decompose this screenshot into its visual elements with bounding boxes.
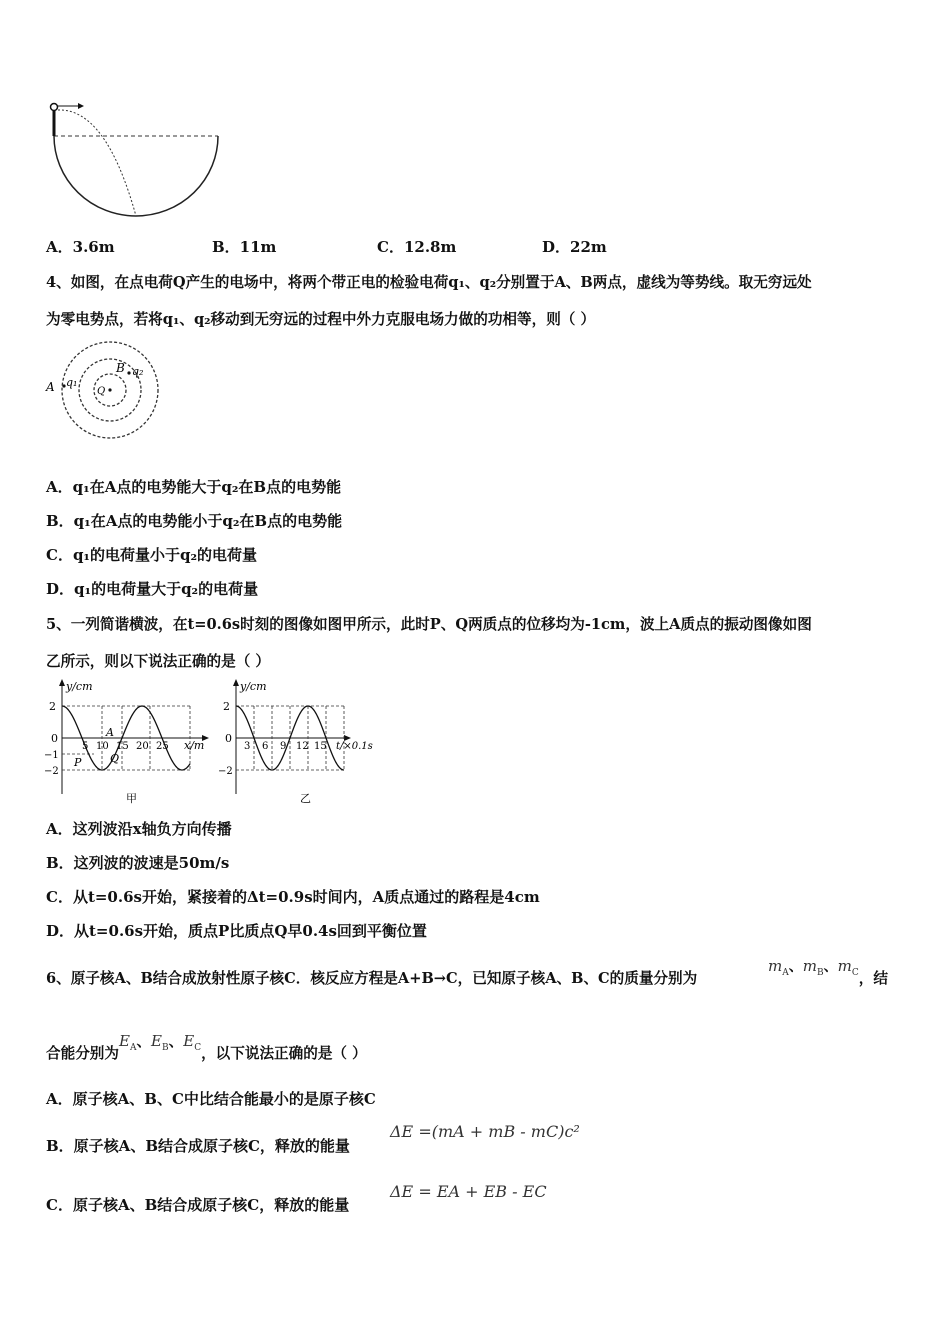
q6-stem-line1-end: ，结: [858, 970, 888, 987]
q6-energy-a-sub: A: [129, 1043, 137, 1053]
q6-sep-3: 、: [136, 1033, 152, 1050]
q6-energy-b-sym: E: [151, 1032, 162, 1050]
q6-stem-line2-end: ，以下说法正确的是（ ）: [201, 1045, 367, 1062]
q4-option-b[interactable]: B．q₁在A点的电势能小于q₂在B点的电势能: [46, 512, 343, 530]
q4-label-B: B: [116, 361, 125, 375]
q5-jia-xtick-25: 25: [156, 741, 169, 752]
q6-stem-line2-start: 合能分别为: [46, 1045, 119, 1062]
q6-energy-c-sym: E: [183, 1032, 195, 1050]
q6-mass-a-sub: A: [782, 968, 789, 978]
q4-label-A: A: [46, 380, 55, 394]
q5-jia-ytick-0: 0: [51, 732, 58, 745]
q5-graph-jia: [44, 676, 214, 808]
q5-yi-ylabel: y/cm: [240, 680, 267, 693]
q5-yi-xtick-3: 3: [244, 741, 251, 752]
q6-energy-a: [118, 1032, 137, 1053]
q5-yi-xtick-12: 12: [296, 741, 309, 752]
q3-option-a[interactable]: A．3.6m: [46, 238, 115, 256]
q6-stem-line2: [46, 1032, 367, 1065]
q6-energy-a-sym: E: [118, 1032, 130, 1050]
q5-yi-ytick-0: 0: [225, 732, 232, 745]
q6-mass-c-sym: m: [837, 957, 852, 975]
q6-sep-2: 、: [823, 959, 838, 975]
q5-jia-point-Q: Q: [110, 752, 120, 765]
q4-label-q2: q₂: [132, 365, 144, 378]
q4-stem-line1: 4、如图，在点电荷Q产生的电场中，将两个带正电的检验电荷q₁、q₂分别置于A、B两点，虚线为等势线。取无穷远处: [46, 274, 812, 291]
q5-yi-xtick-15: 15: [314, 741, 327, 752]
q4-option-c[interactable]: C．q₁的电荷量小于q₂的电荷量: [46, 546, 258, 564]
q5-yi-caption: 乙: [300, 792, 311, 805]
q6-mass-c-sub: C: [851, 968, 859, 978]
q5-jia-caption: 甲: [126, 792, 137, 805]
q5-jia-ytick-m2: −2: [44, 766, 59, 777]
q5-jia-ylabel: y/cm: [66, 680, 93, 693]
q6-mass-a-sym: m: [768, 957, 783, 975]
q5-jia-ytick-m1: −1: [44, 750, 59, 761]
q5-jia-xlabel: x/m: [184, 739, 205, 752]
q5-jia-xtick-15: 15: [116, 741, 129, 752]
q4-option-a[interactable]: A．q₁在A点的电势能大于q₂在B点的电势能: [46, 478, 342, 496]
q5-yi-xlabel: t/×0.1s: [336, 741, 373, 752]
q4-option-d[interactable]: D．q₁的电荷量大于q₂的电荷量: [46, 580, 259, 598]
q3-figure-bowl: [44, 98, 224, 220]
q6-energy-c-sub: C: [194, 1043, 202, 1053]
q3-option-d[interactable]: D．22m: [542, 238, 607, 256]
q5-yi-ytick-m2: −2: [218, 766, 233, 777]
q5-stem-line2: 乙所示，则以下说法正确的是（ ）: [46, 653, 270, 670]
q5-option-b[interactable]: B．这列波的波速是50m/s: [46, 854, 230, 872]
q5-yi-xtick-9: 9: [280, 741, 287, 752]
q4-label-q1: q₁: [66, 376, 78, 389]
q6-option-c[interactable]: [46, 1194, 349, 1215]
q3-option-b[interactable]: B．11m: [212, 238, 277, 256]
q6-mass-a: [768, 957, 789, 978]
q4-label-Q: Q: [97, 386, 106, 397]
q5-graph-yi: [218, 676, 398, 808]
q5-stem-line1: 5、一列简谐横波，在t=0.6s时刻的图像如图甲所示，此时P、Q两质点的位移均为-1cm，波上A质点的振动图像如图: [46, 616, 812, 633]
q6-mass-b-sub: B: [816, 968, 824, 978]
q6-sep-1: 、: [788, 959, 803, 975]
q6-mass-c: [837, 957, 859, 978]
q5-jia-point-P: P: [74, 756, 82, 769]
q5-yi-ytick-2: 2: [223, 700, 230, 713]
q6-masses: [768, 955, 888, 987]
q4-stem-line2: 为零电势点，若将q₁、q₂移动到无穷远的过程中外力克服电场力做的功相等，则（ ）: [46, 311, 596, 328]
q4-figure-equipotentials: [44, 338, 164, 442]
q6-mass-b-sym: m: [802, 957, 817, 975]
q6-option-b-text: B．原子核A、B结合成原子核C，释放的能量: [46, 1137, 350, 1155]
q3-option-c[interactable]: C．12.8m: [377, 238, 457, 256]
q5-yi-xtick-6: 6: [262, 741, 269, 752]
q5-jia-xtick-10: 10: [96, 741, 109, 752]
q5-jia-ytick-2: 2: [49, 700, 56, 713]
q6-sep-4: 、: [168, 1033, 184, 1050]
q6-option-b[interactable]: [46, 1135, 350, 1156]
q6-energy-b-sub: B: [162, 1043, 169, 1053]
q6-option-a[interactable]: A．原子核A、B、C中比结合能最小的是原子核C: [46, 1090, 376, 1108]
q5-jia-xtick-20: 20: [136, 741, 149, 752]
q6-option-b-formula: ΔE =(mA + mB - mC)c²: [390, 1122, 580, 1141]
q6-stem-line1: [46, 967, 697, 988]
q5-option-d[interactable]: D．从t=0.6s开始，质点P比质点Q早0.4s回到平衡位置: [46, 922, 427, 940]
q6-energy-c: [183, 1032, 202, 1053]
q6-mass-b: [802, 957, 824, 978]
q6-energy-b: [151, 1032, 169, 1053]
q5-jia-xtick-5: 5: [82, 741, 89, 752]
q5-option-a[interactable]: A．这列波沿x轴负方向传播: [46, 820, 232, 838]
q5-jia-point-A: A: [106, 726, 114, 739]
q6-option-c-text: C．原子核A、B结合成原子核C，释放的能量: [46, 1196, 350, 1214]
q6-option-c-formula: ΔE = EA + EB - EC: [390, 1182, 547, 1201]
q6-stem-line1-text: 6、原子核A、B结合成放射性原子核C．核反应方程是A+B→C，已知原子核A、B、C的质量分别为: [46, 970, 698, 987]
q5-option-c[interactable]: C．从t=0.6s开始，紧接着的Δt=0.9s时间内，A质点通过的路程是4cm: [46, 888, 540, 906]
